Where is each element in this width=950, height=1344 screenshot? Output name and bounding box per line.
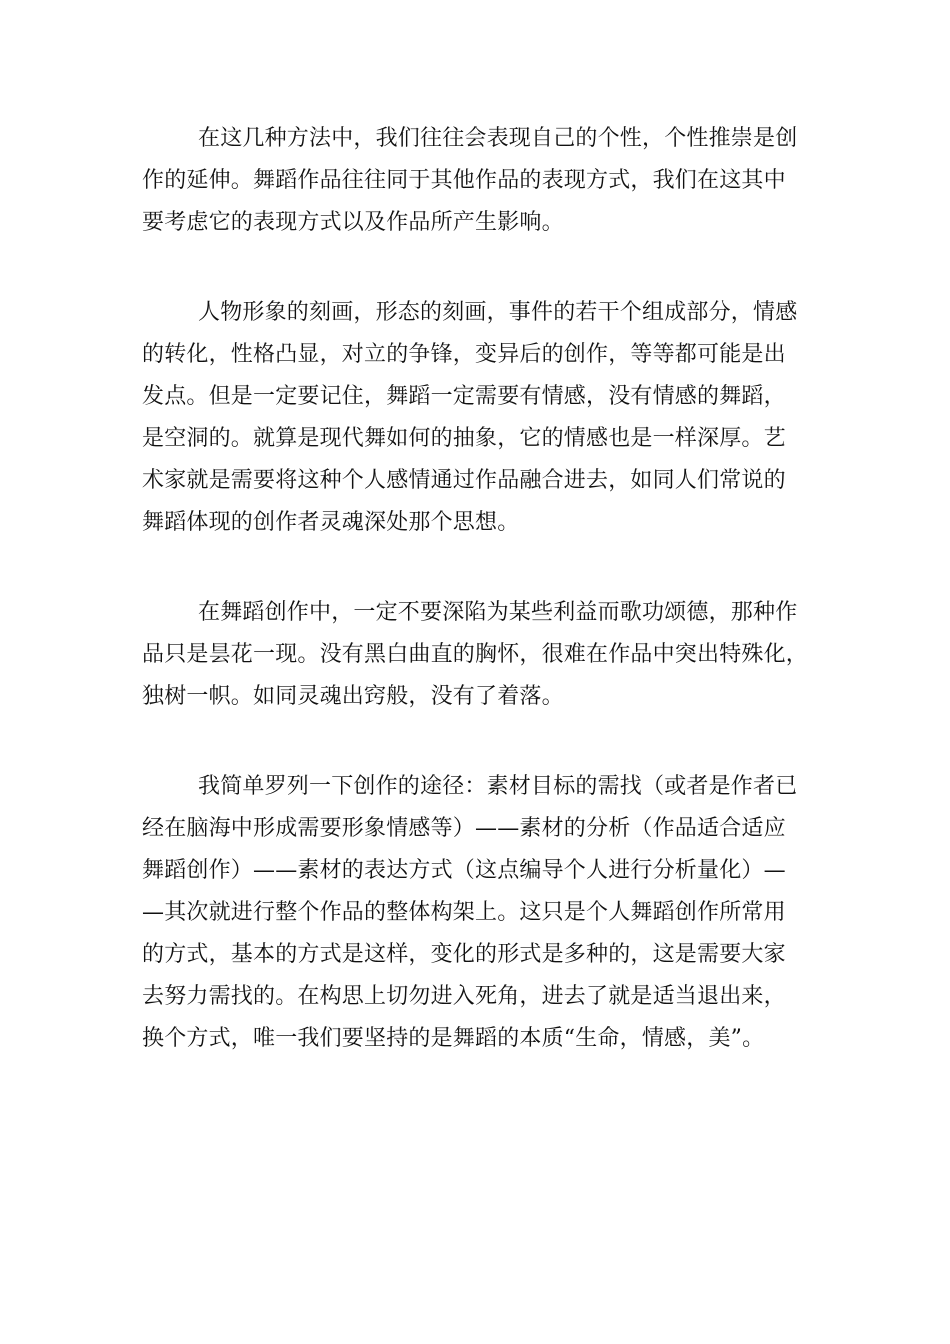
paragraph-line: 在舞蹈创作中，一定不要深陷为某些利益而歌功颂德，那种作 [198, 600, 798, 625]
paragraph-line: 我简单罗列一下创作的途径：素材目标的需找（或者是作者已 [198, 774, 798, 799]
paragraph-line: 在这几种方法中，我们往往会表现自己的个性，个性推崇是创 [198, 126, 798, 151]
paragraph-line: —其次就进行整个作品的整体构架上。这只是个人舞蹈创作所常用 [142, 900, 786, 925]
document-body [142, 118, 808, 1060]
paragraph-line: 发点。但是一定要记住，舞蹈一定需要有情感，没有情感的舞蹈， [142, 384, 786, 409]
paragraph-line: 的方式，基本的方式是这样，变化的形式是多种的，这是需要大家 [142, 942, 786, 967]
paragraph-line: 是空洞的。就算是现代舞如何的抽象，它的情感也是一样深厚。艺 [142, 426, 786, 451]
paragraph-line: 品只是昙花一现。没有黑白曲直的胸怀，很难在作品中突出特殊化， [142, 642, 809, 667]
paragraph-line: 独树一帜。如同灵魂出窍般，没有了着落。 [142, 684, 564, 709]
paragraph-line: 舞蹈创作）——素材的表达方式（这点编导个人进行分析量化）— [142, 858, 786, 883]
paragraph-4 [142, 766, 808, 1060]
paragraph-line: 作的延伸。舞蹈作品往往同于其他作品的表现方式，我们在这其中 [142, 168, 786, 193]
paragraph-line: 去努力需找的。在构思上切勿进入死角，进去了就是适当退出来， [142, 984, 786, 1009]
paragraph-line: 的转化，性格凸显，对立的争锋，变异后的创作，等等都可能是出 [142, 342, 786, 367]
paragraph-3 [142, 592, 808, 718]
paragraph-line: 术家就是需要将这种个人感情通过作品融合进去，如同人们常说的 [142, 468, 786, 493]
paragraph-line: 要考虑它的表现方式以及作品所产生影响。 [142, 210, 564, 235]
paragraph-line: 人物形象的刻画，形态的刻画，事件的若干个组成部分，情感 [198, 300, 798, 325]
paragraph-1 [142, 118, 808, 244]
paragraph-2 [142, 292, 808, 544]
paragraph-line: 换个方式，唯一我们要坚持的是舞蹈的本质“生命，情感，美”。 [142, 1026, 765, 1051]
paragraph-line: 经在脑海中形成需要形象情感等）——素材的分析（作品适合适应 [142, 816, 786, 841]
paragraph-line: 舞蹈体现的创作者灵魂深处那个思想。 [142, 510, 520, 535]
